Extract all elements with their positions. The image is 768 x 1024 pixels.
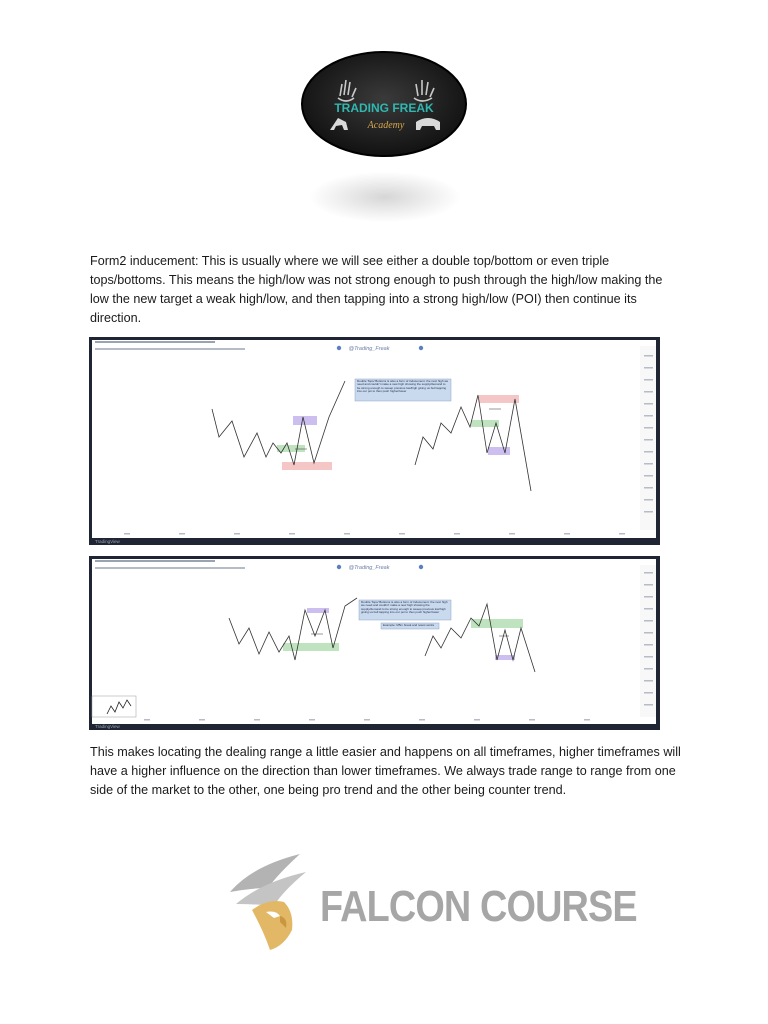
demand-zone bbox=[277, 445, 305, 452]
falcon-icon bbox=[230, 854, 306, 950]
chart-screenshot-1 bbox=[89, 337, 660, 545]
dealing-range-paragraph: This makes locating the dealing range a little easier and happens on all timeframes, higher timeframes will have a higher influence on the direction than lower timeframes. We always trade range to range from one side of the market to the other, one being pro trend and the other being counter trend. bbox=[90, 745, 681, 797]
logo-script-text: Academy bbox=[367, 120, 405, 131]
chart-footer-brand: TradingView bbox=[95, 724, 120, 729]
chart-annotation-text: Double Tops/ Bottoms is also a form of inducement. the next high we need and couldn't make a new high showing the supply/demand to be strong enough to sweep previous low/high giving us bull tapping into our poi to then push higher/lower bbox=[357, 379, 449, 393]
falcon-course-logo bbox=[222, 852, 637, 952]
form2-inducement-paragraph: Form2 inducement: This is usually where we will see either a double top/bottom or even triple tops/bottoms. This means the high/low was not strong enough to push through the high/low making the low the new target a weak high/low, and then tapping into a strong high/low (POI) then continue its direction. bbox=[90, 254, 663, 325]
chart-annotation-text-2: Example: M5m break and retest works bbox=[383, 623, 435, 627]
trading-freak-logo bbox=[300, 50, 468, 160]
chart-footer-brand: TradingView bbox=[95, 539, 120, 544]
mini-chart-thumbnail bbox=[92, 696, 136, 717]
supply-zone bbox=[282, 462, 332, 470]
chart-annotation-text: Double Tops/ Bottoms is also a form of inducement. the next high we need and couldn't make a new high showing the supply/demand to be strong enough to sweep previous low/high giving us bull tapping into our poi to then push higher/lower bbox=[361, 600, 448, 614]
chart-watermark: @Trading_Freak bbox=[348, 346, 390, 352]
logo-brand-text: TRADING FREAK bbox=[334, 101, 434, 115]
demand-zone bbox=[471, 619, 523, 628]
logo-shadow bbox=[310, 172, 460, 222]
supply-zone bbox=[479, 395, 519, 403]
poi-zone bbox=[488, 447, 510, 455]
falcon-course-text: FALCON COURSE bbox=[320, 882, 637, 931]
chart-watermark: @Trading_Freak bbox=[348, 565, 390, 571]
chart-screenshot-2 bbox=[89, 556, 660, 730]
